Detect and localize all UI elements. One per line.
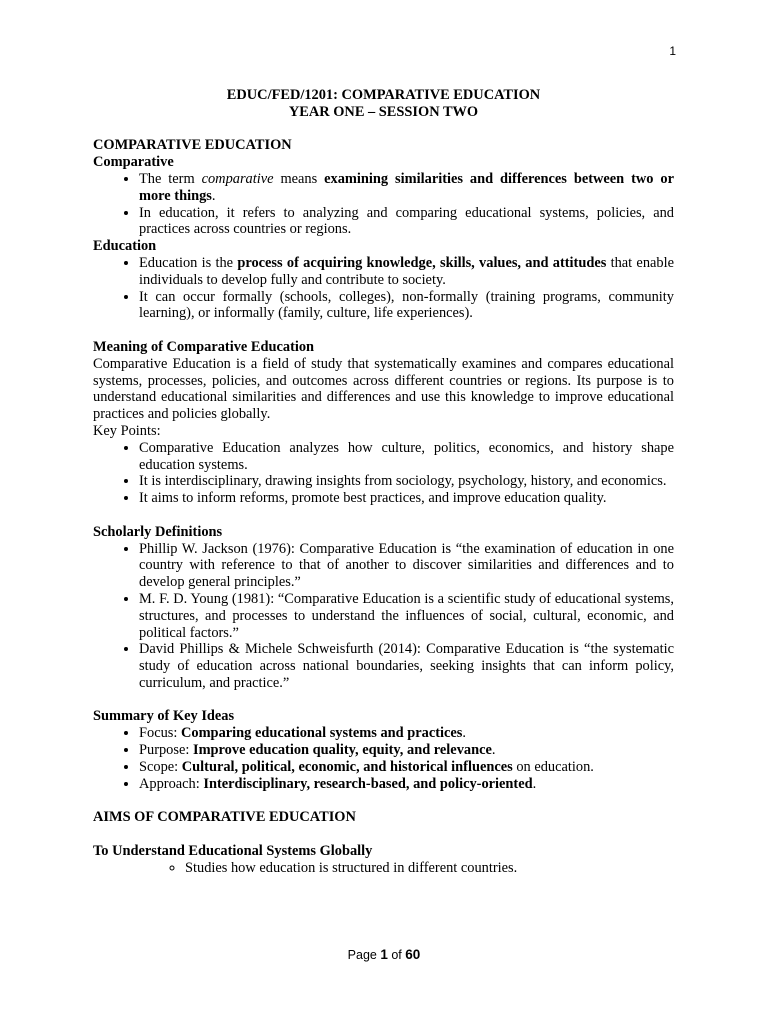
heading-meaning: Meaning of Comparative Education bbox=[93, 338, 315, 355]
page-footer bbox=[0, 947, 768, 962]
page-number-top: 1 bbox=[669, 44, 676, 58]
list-item: • It is interdisciplinary, drawing insights from sociology, psychology, history, and economics. bbox=[139, 473, 674, 490]
summary-list bbox=[93, 725, 674, 792]
footer-page-word: Page bbox=[347, 948, 377, 962]
list-item: • It can occur formally (schools, colleges), non-formally (training programs, community learning), or informally (family, culture, life experiences). bbox=[139, 289, 674, 323]
meaning-paragraph: Comparative Education is a field of study that systematically examines and compares educational systems, processes, policies, and outcomes across different countries or regions. Its purpose is to understand educational similarities and differences and use this knowledge to improve educational practices and policies globally. bbox=[93, 355, 674, 423]
heading-education: Education bbox=[93, 238, 157, 255]
list-item: • David Phillips & Michele Schweisfurth (2014): Comparative Education is “the systematic study of education across national boundaries, seeking insights that can inform policy, curriculum, and practice.” bbox=[139, 641, 674, 691]
list-item: • Education is the process of acquiring knowledge, skills, values, and attitudes that enable individuals to develop fully and contribute to society. bbox=[139, 255, 674, 289]
aims-sub-list bbox=[93, 860, 674, 877]
list-item: • Focus: Comparing educational systems and practices. bbox=[139, 725, 674, 742]
definitions-list bbox=[93, 541, 674, 692]
course-title: EDUC/FED/1201: COMPARATIVE EDUCATION bbox=[226, 87, 541, 103]
heading-summary: Summary of Key Ideas bbox=[93, 708, 235, 725]
heading-scholarly-definitions: Scholarly Definitions bbox=[93, 523, 223, 540]
document-body bbox=[93, 87, 674, 876]
list-item: • Purpose: Improve education quality, equity, and relevance. bbox=[139, 742, 674, 759]
list-item: • M. F. D. Young (1981): “Comparative Education is a scientific study of educational systems, structures, and processes to understand the influences of social, cultural, economic, and political factors.” bbox=[139, 591, 674, 641]
section-title-aims: AIMS OF COMPARATIVE EDUCATION bbox=[93, 809, 356, 826]
list-item: • Comparative Education analyzes how culture, politics, economics, and history shape education systems. bbox=[139, 440, 674, 474]
comparative-list bbox=[93, 171, 674, 238]
list-item: • Scope: Cultural, political, economic, and historical influences on education. bbox=[139, 759, 674, 776]
footer-of-word: of bbox=[391, 948, 402, 962]
heading-comparative: Comparative bbox=[93, 154, 174, 171]
list-item: • The term comparative means examining similarities and differences between two or more things. bbox=[139, 171, 674, 205]
list-item: • In education, it refers to analyzing and comparing educational systems, policies, and practices across countries or regions. bbox=[139, 205, 674, 239]
heading-understand-systems: To Understand Educational Systems Globally bbox=[93, 842, 373, 859]
section-title-comparative-education: COMPARATIVE EDUCATION bbox=[93, 137, 292, 154]
list-item: ◦ Studies how education is structured in different countries. bbox=[185, 860, 674, 877]
education-list bbox=[93, 255, 674, 322]
list-item: • Approach: Interdisciplinary, research-based, and policy-oriented. bbox=[139, 776, 674, 793]
key-points-list bbox=[93, 440, 674, 507]
footer-total-pages: 60 bbox=[405, 947, 421, 962]
key-points-label: Key Points: bbox=[93, 422, 161, 439]
footer-current-page: 1 bbox=[380, 947, 388, 962]
list-item: • Phillip W. Jackson (1976): Comparative Education is “the examination of education in one country with reference to that of another to discover similarities and differences and to develop general principles.” bbox=[139, 541, 674, 591]
session-title: YEAR ONE – SESSION TWO bbox=[288, 103, 479, 120]
list-item: • It aims to inform reforms, promote best practices, and improve education quality. bbox=[139, 490, 674, 507]
